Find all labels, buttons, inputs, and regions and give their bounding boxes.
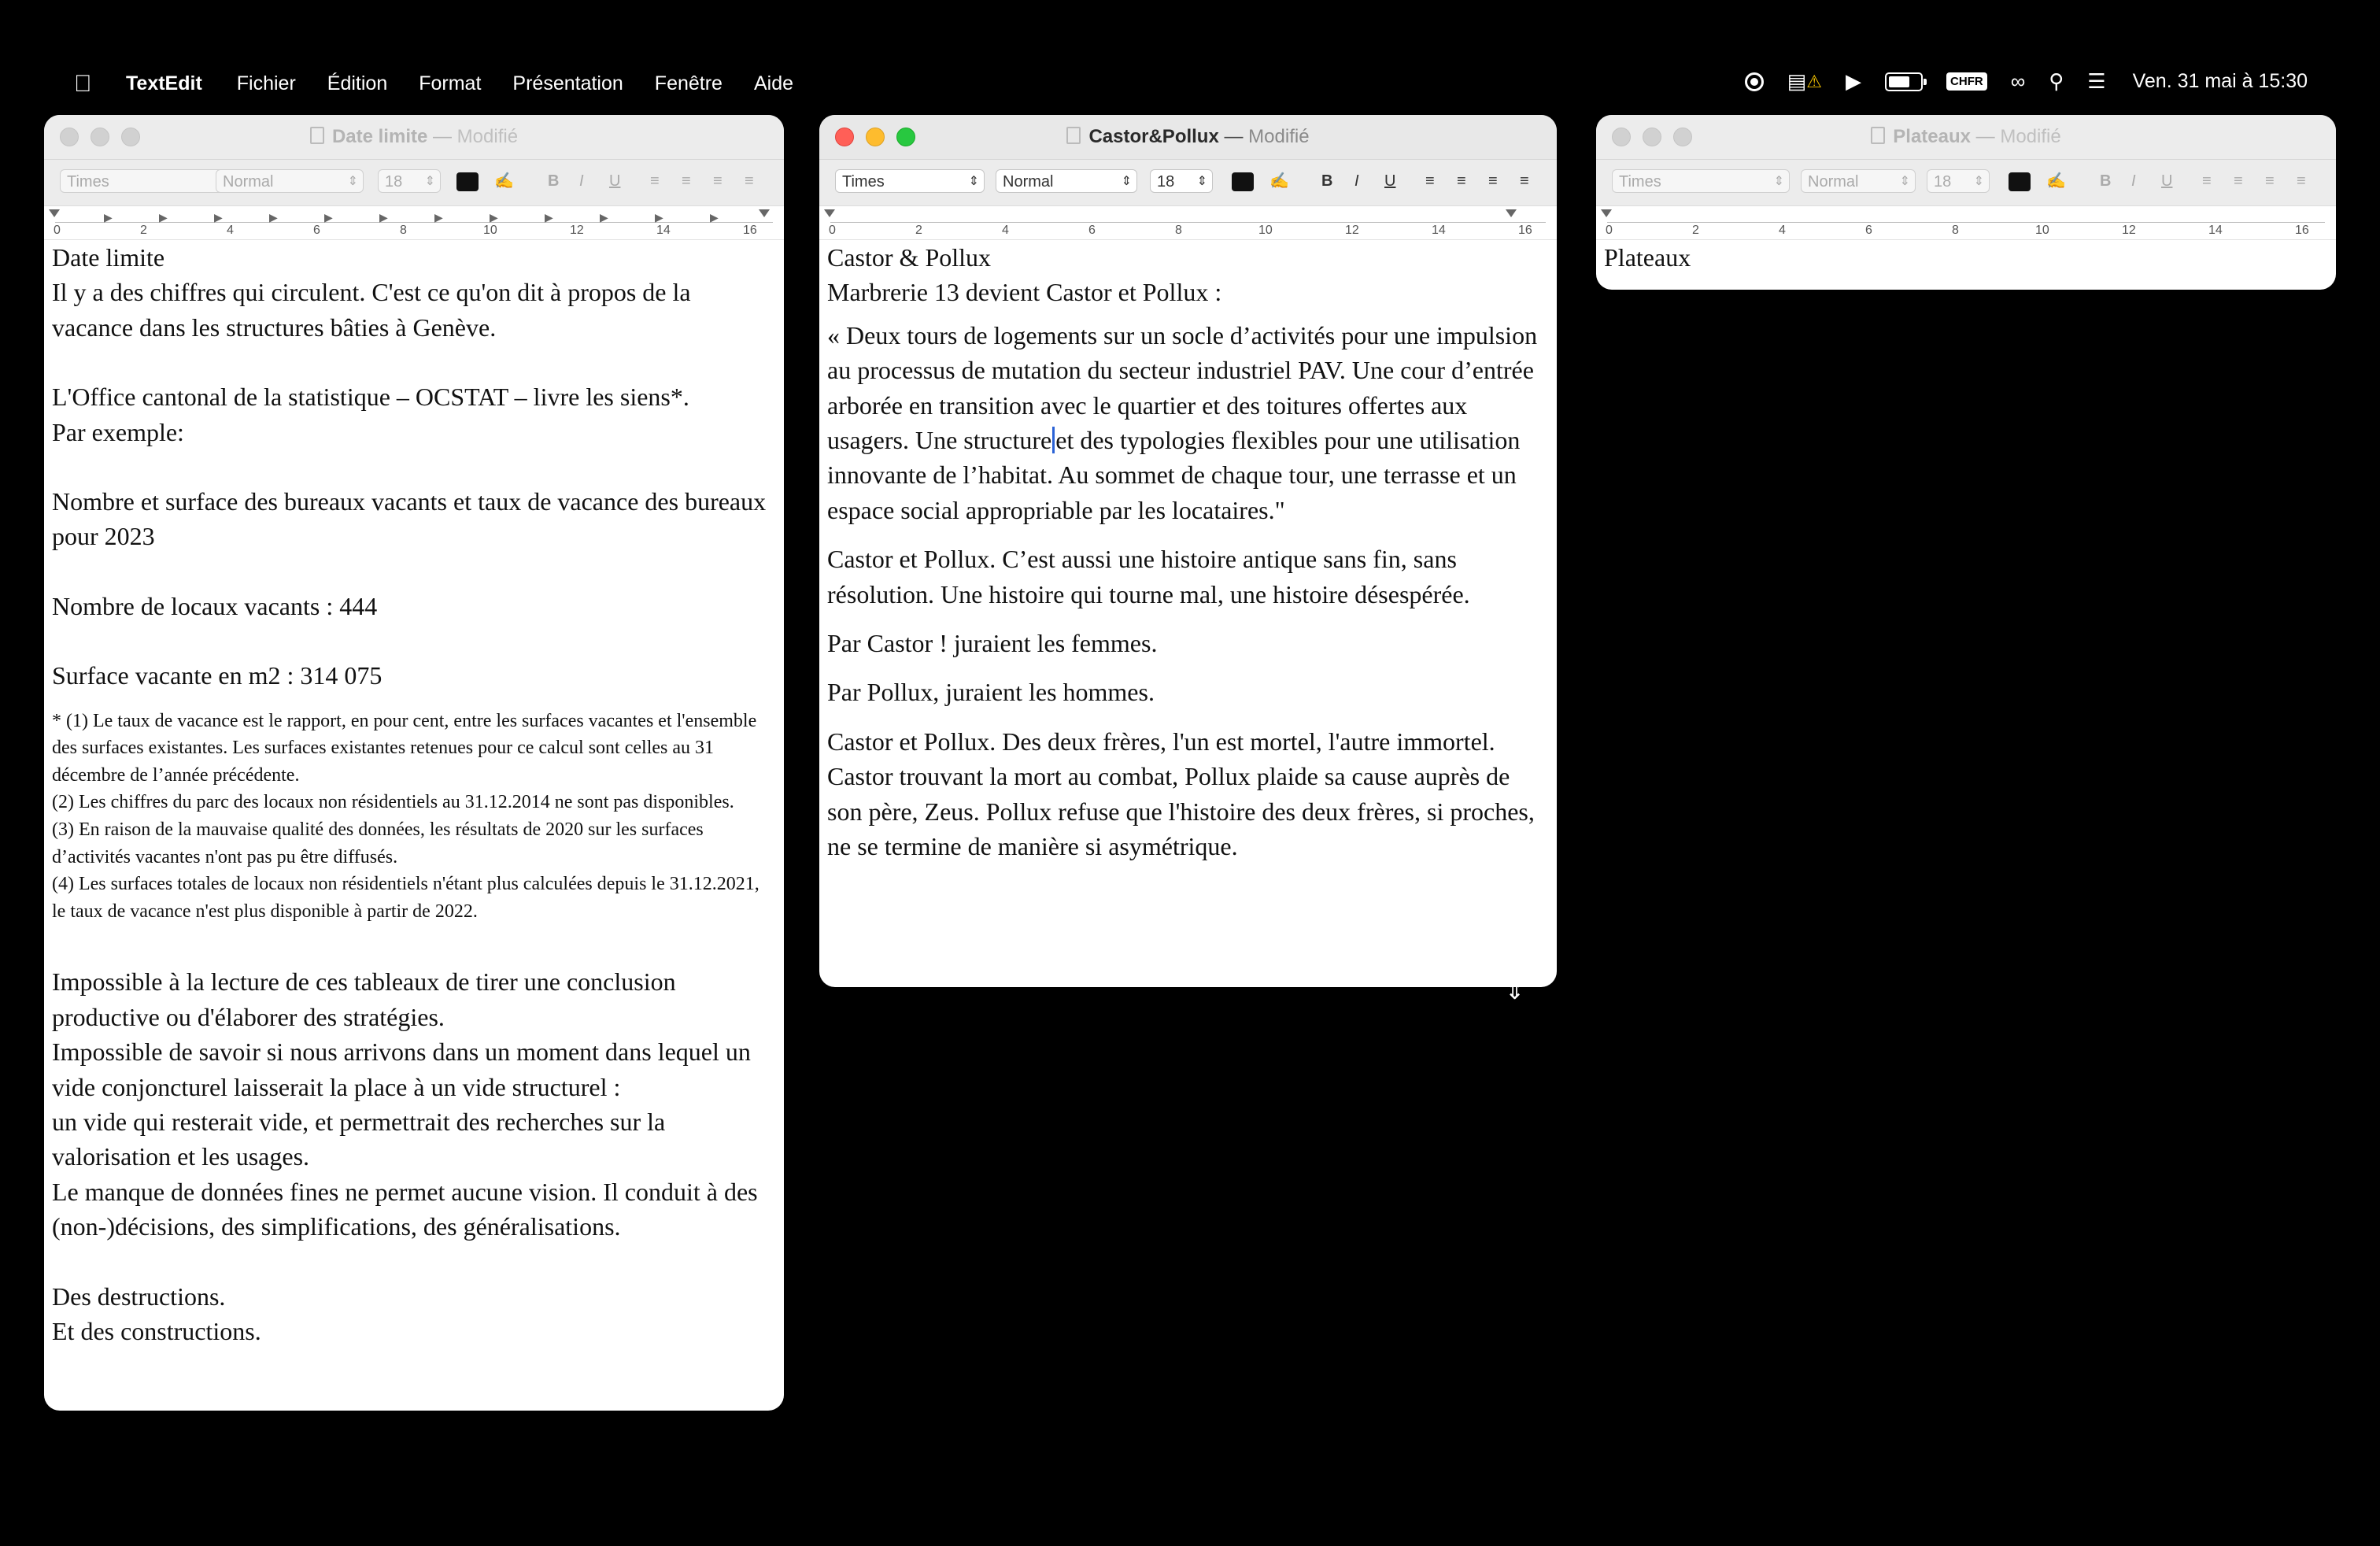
close-button[interactable] <box>835 128 854 146</box>
window-castor-pollux[interactable] <box>819 115 1557 987</box>
ruler-number: 14 <box>1432 224 1446 237</box>
link-icon[interactable]: ∞ <box>2010 69 2026 93</box>
ruler-number: 2 <box>1692 224 1699 237</box>
title-bar[interactable]: Plateaux — Modifié <box>1596 115 2336 160</box>
font-style-select[interactable]: Normal ⇕ <box>216 169 364 193</box>
right-indent-marker[interactable] <box>1506 209 1517 217</box>
close-button[interactable] <box>1612 128 1631 146</box>
paragraph: Nombre de locaux vacants : 444 <box>52 591 378 620</box>
text-color-swatch[interactable] <box>456 172 479 191</box>
ruler-number: 16 <box>1518 224 1532 237</box>
align-left-icon[interactable]: ≡ <box>1425 172 1435 190</box>
italic-button[interactable]: I <box>579 172 584 190</box>
quote-paragraph <box>827 318 1549 527</box>
right-indent-marker[interactable] <box>759 209 770 217</box>
ruler-number: 14 <box>2208 224 2223 237</box>
italic-button[interactable]: I <box>1354 172 1359 190</box>
quote-text: « Deux tours de logements sur un socle d’activités pour une impulsion au processus de mutation du secteur industriel PAV. Une cour d’entrée arborée en transition avec le quartier et des toitures offertes aux usagers. Une structure <box>827 320 1538 455</box>
window-title: Date limite <box>331 126 428 147</box>
align-center-icon[interactable]: ≡ <box>682 172 691 190</box>
ruler-number: 8 <box>400 224 407 237</box>
left-indent-marker[interactable] <box>1601 209 1612 217</box>
font-size-select[interactable]: 18 ⇕ <box>378 169 441 193</box>
ruler-number: 16 <box>2295 224 2309 237</box>
paragraph: Il y a des chiffres qui circulent. C'est ce qu'on dit à propos de la vacance dans les structures bâties à Genève. <box>52 278 691 342</box>
ruler-number: 8 <box>1952 224 1959 237</box>
align-left-icon[interactable]: ≡ <box>650 172 660 190</box>
quote-text: et des typologies flexibles pour une utilisation innovante de l’habitat. Au sommet de chaque tour, une terrasse et un espace social appropriable par les locataires." <box>827 426 1521 524</box>
font-size-select[interactable]: 18 ⇕ <box>1150 169 1213 193</box>
menu-aide[interactable]: Aide <box>753 72 794 94</box>
paragraph: Surface vacante en m2 : 314 075 <box>52 661 382 690</box>
align-right-icon[interactable]: ≡ <box>1488 172 1498 190</box>
ruler-number: 12 <box>1345 224 1359 237</box>
blank-line <box>52 345 776 379</box>
minimize-button[interactable] <box>1643 128 1661 146</box>
audio-warning-icon[interactable]: ▤ ⚠ <box>1787 69 1823 93</box>
battery-icon[interactable] <box>1885 72 1923 91</box>
ruler-number: 8 <box>1175 224 1182 237</box>
minimize-button[interactable] <box>866 128 885 146</box>
menu-fichier[interactable]: Fichier <box>236 72 296 94</box>
document-icon <box>310 127 324 144</box>
chfr-badge[interactable]: CHFR <box>1946 72 1987 91</box>
align-left-icon[interactable]: ≡ <box>2202 172 2212 190</box>
background-color-icon[interactable]: ✍ <box>494 172 514 190</box>
font-family-select[interactable]: Times ⇕ <box>1612 169 1790 193</box>
menu-presentation[interactable]: Présentation <box>512 72 623 94</box>
modified-label: Modifié <box>1248 126 1310 147</box>
left-indent-marker[interactable] <box>824 209 835 217</box>
footnotes <box>52 708 776 926</box>
ruler-number: 10 <box>1258 224 1273 237</box>
heading: Castor & Pollux <box>827 243 992 272</box>
ruler-number: 6 <box>1865 224 1872 237</box>
ruler-number: 6 <box>313 224 320 237</box>
footnote: (3) En raison de la mauvaise qualité des données, les résultats de 2020 sur les surfaces d’activités vacantes n'ont pas pu être diffusés. <box>52 819 704 867</box>
menu-bar <box>0 61 2380 109</box>
align-center-icon[interactable]: ≡ <box>2234 172 2243 190</box>
footnote: (2) Les chiffres du parc des locaux non résidentiels au 31.12.2014 ne sont pas disponibles. <box>52 792 734 813</box>
search-icon[interactable]: ⚲ <box>2049 69 2064 93</box>
menu-format[interactable]: Format <box>419 72 482 94</box>
traffic-lights <box>1612 128 1704 146</box>
footnote: (4) Les surfaces totales de locaux non résidentiels n'étant plus calculées depuis le 31.12.2021, le taux de vacance n'est plus disponible à partir de 2022. <box>52 874 759 922</box>
ruler-number: 12 <box>2122 224 2136 237</box>
underline-button[interactable]: U <box>609 172 621 190</box>
menu-items <box>126 72 825 95</box>
align-right-icon[interactable]: ≡ <box>2265 172 2275 190</box>
ruler-number: 10 <box>483 224 497 237</box>
background-color-icon[interactable]: ✍ <box>1269 172 1289 190</box>
paragraph: Par Pollux, juraient les hommes. <box>827 678 1155 707</box>
paragraph: Par Castor ! juraient les femmes. <box>827 629 1158 658</box>
paragraph: L'Office cantonal de la statistique – OCSTAT – livre les siens*. <box>52 383 689 412</box>
zoom-button[interactable] <box>1673 128 1692 146</box>
paragraph: Impossible de savoir si nous arrivons dans un moment dans lequel un vide conjoncturel laisserait la place à un vide structurel : <box>52 1037 751 1101</box>
footnote: * (1) Le taux de vacance est le rapport, en pour cent, entre les surfaces vacantes et l'ensemble des surfaces existantes. Les surfaces existantes retenues pour ce calcul sont celles au 31 décembre de l’année précédente. <box>52 710 757 786</box>
text-color-swatch[interactable] <box>1232 172 1254 191</box>
ruler-number: 6 <box>1088 224 1096 237</box>
zoom-button[interactable] <box>896 128 915 146</box>
ruler-number: 14 <box>656 224 671 237</box>
paragraph: Le manque de données fines ne permet aucune vision. Il conduit à des (non-)décisions, des simplifications, des généralisations. <box>52 1177 758 1241</box>
paragraph: Des destructions. <box>52 1282 226 1311</box>
document-icon <box>1066 127 1081 144</box>
text-caret <box>1052 427 1055 453</box>
text-area[interactable] <box>819 240 1557 864</box>
align-right-icon[interactable]: ≡ <box>713 172 722 190</box>
format-toolbar <box>44 160 784 206</box>
font-family-select[interactable]: Times ⇕ <box>835 169 985 193</box>
apple-icon[interactable] <box>74 71 92 98</box>
underline-button[interactable]: U <box>2161 172 2173 190</box>
text-area[interactable] <box>44 240 784 1348</box>
ruler-number: 4 <box>1779 224 1786 237</box>
ruler-number: 4 <box>1002 224 1009 237</box>
italic-button[interactable]: I <box>2131 172 2136 190</box>
paragraph: Impossible à la lecture de ces tableaux de tirer une conclusion productive ou d'élaborer des stratégies. <box>52 967 676 1031</box>
control-center-icon[interactable]: ☰ <box>2087 69 2106 93</box>
justify-icon[interactable]: ≡ <box>745 172 754 190</box>
title-bar[interactable]: Date limite — Modifié <box>44 115 784 160</box>
heading: Marbrerie 13 devient Castor et Pollux : <box>827 278 1222 307</box>
font-size-select[interactable]: 18 ⇕ <box>1927 169 1990 193</box>
close-button[interactable] <box>60 128 79 146</box>
record-icon[interactable] <box>1745 72 1764 91</box>
menu-app-name[interactable]: TextEdit <box>126 72 202 94</box>
font-style-select[interactable]: Normal ⇕ <box>996 169 1137 193</box>
align-center-icon[interactable]: ≡ <box>1457 172 1466 190</box>
format-toolbar <box>1596 160 2336 206</box>
format-toolbar <box>819 160 1557 206</box>
ruler-number: 0 <box>829 224 836 237</box>
justify-icon[interactable]: ≡ <box>1520 172 1529 190</box>
resize-cursor-icon: ⇕ <box>1505 978 1525 1004</box>
zoom-button[interactable] <box>121 128 140 146</box>
modified-label: Modifié <box>2000 126 2061 147</box>
window-date-limite[interactable] <box>44 115 784 1411</box>
menu-fenetre[interactable]: Fenêtre <box>654 72 722 94</box>
blank-line <box>52 449 776 484</box>
bold-button[interactable]: B <box>1321 172 1333 190</box>
menu-edition[interactable]: Édition <box>327 72 388 94</box>
window-title: Castor&Pollux <box>1088 126 1219 147</box>
paragraph: Et des constructions. <box>52 1317 261 1346</box>
paragraph: Par exemple: <box>52 417 184 446</box>
ruler[interactable] <box>1596 206 2336 240</box>
ruler-number: 16 <box>743 224 757 237</box>
font-style-select[interactable]: Normal ⇕ <box>1801 169 1916 193</box>
modified-label: Modifié <box>456 126 519 147</box>
blank-line <box>52 554 776 589</box>
document-icon <box>1871 127 1885 144</box>
background-color-icon[interactable]: ✍ <box>2046 172 2066 190</box>
blank-line <box>52 623 776 658</box>
ruler[interactable] <box>819 206 1557 240</box>
left-indent-marker[interactable] <box>49 209 60 217</box>
paragraph: Plateaux <box>1604 243 1691 272</box>
font-family-select[interactable]: Times ⇕ <box>60 169 244 193</box>
paragraph: Nombre et surface des bureaux vacants et taux de vacance des bureaux pour 2023 <box>52 487 767 551</box>
ruler-number: 0 <box>54 224 61 237</box>
text-color-swatch[interactable] <box>2009 172 2031 191</box>
paragraph: Castor et Pollux. C’est aussi une histoire antique sans fin, sans résolution. Une histoire qui tourne mal, une histoire désespérée. <box>827 545 1470 608</box>
window-title: Plateaux <box>1893 126 1971 147</box>
bold-button[interactable]: B <box>2100 172 2112 190</box>
ruler-number: 12 <box>570 224 584 237</box>
paragraph: Date limite <box>52 243 165 272</box>
ruler[interactable]: ▶ ▶ ▶ ▶ ▶ ▶ ▶ ▶ ▶ ▶ ▶ ▶ 0 2 4 6 8 10 12 14 16 <box>44 206 784 240</box>
title-bar[interactable]: Castor&Pollux — Modifié <box>819 115 1557 160</box>
blank-line <box>52 1245 776 1279</box>
ruler-number: 2 <box>140 224 147 237</box>
ruler-number: 2 <box>915 224 922 237</box>
window-plateaux[interactable] <box>1596 115 2336 290</box>
status-area <box>1721 69 2308 94</box>
bold-button[interactable]: B <box>548 172 560 190</box>
ruler-number: 0 <box>1606 224 1613 237</box>
justify-icon[interactable]: ≡ <box>2297 172 2306 190</box>
underline-button[interactable]: U <box>1384 172 1396 190</box>
text-area[interactable] <box>1596 240 2336 275</box>
minimize-button[interactable] <box>91 128 109 146</box>
play-icon[interactable]: ▶︎ <box>1846 69 1862 93</box>
clock[interactable]: Ven. 31 mai à 15:30 <box>2132 70 2308 92</box>
paragraph: Castor et Pollux. Des deux frères, l'un est mortel, l'autre immortel. Castor trouvant la mort au combat, Pollux plaide sa cause auprès de son père, Zeus. Pollux refuse que l'histoire des deux frères, si proches, ne se termine de manière si asymétrique. <box>827 727 1535 861</box>
traffic-lights <box>835 128 927 146</box>
ruler-number: 4 <box>227 224 234 237</box>
paragraph: un vide qui resterait vide, et permettrait des recherches sur la valorisation et les usages. <box>52 1108 666 1171</box>
traffic-lights <box>60 128 152 146</box>
ruler-number: 10 <box>2035 224 2049 237</box>
